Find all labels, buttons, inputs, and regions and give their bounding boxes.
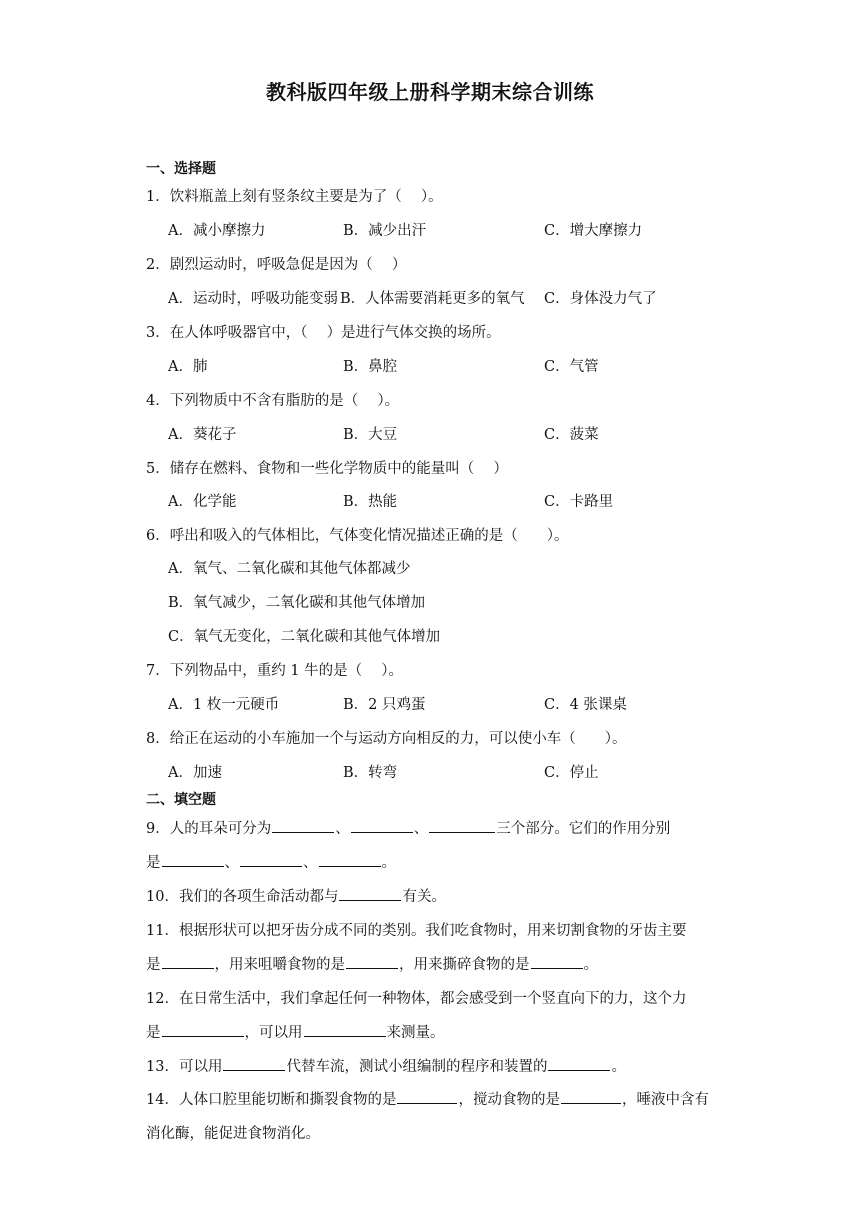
page-title: 教科版四年级上册科学期末综合训练 bbox=[266, 80, 594, 104]
question-14-text-cont: 消化酶，能促进食物消化。 bbox=[146, 1126, 320, 1142]
question-14-text-cont: ，搅动食物的是 bbox=[458, 1092, 560, 1108]
question-10-text-cont: 有关。 bbox=[402, 889, 446, 905]
section-heading-fill: 二、填空题 bbox=[146, 792, 216, 808]
question-5-stem: 5．储存在燃料、食物和一些化学物质中的能量叫（ ） bbox=[146, 461, 508, 477]
question-8-option-c: C．停止 bbox=[544, 765, 599, 781]
answer-blank[interactable] bbox=[272, 818, 334, 833]
period: 。 bbox=[583, 957, 598, 973]
question-7-stem: 7．下列物品中，重约 1 牛的是（ ）。 bbox=[146, 663, 404, 679]
question-6-option-a: A．氧气、二氧化碳和其他气体都减少 bbox=[168, 561, 411, 577]
question-3-stem: 3．在人体呼吸器官中，（ ）是进行气体交换的场所。 bbox=[146, 325, 501, 341]
question-3-option-a: A．肺 bbox=[168, 359, 208, 375]
question-1-stem: 1．饮料瓶盖上刻有竖条纹主要是为了（ ）。 bbox=[146, 189, 443, 205]
question-13-text-cont: 代替车流，测试小组编制的程序和装置的 bbox=[286, 1059, 548, 1075]
question-9-line-1 bbox=[146, 817, 670, 838]
answer-blank[interactable] bbox=[561, 1089, 621, 1104]
question-14-text-cont: ，唾液中含有 bbox=[621, 1092, 709, 1108]
period: 。 bbox=[611, 1059, 626, 1075]
question-10-text: 10．我们的各项生命活动都与 bbox=[146, 889, 339, 905]
question-12-text-cont: 是 bbox=[146, 1025, 161, 1041]
question-2-stem: 2．剧烈运动时，呼吸急促是因为（ ） bbox=[146, 257, 407, 273]
question-4-option-a: A．葵花子 bbox=[168, 427, 237, 443]
question-9-line-2 bbox=[146, 851, 396, 872]
answer-blank[interactable] bbox=[397, 1089, 457, 1104]
question-3-option-c: C．气管 bbox=[544, 359, 599, 375]
question-14-text: 14．人体口腔里能切断和撕裂食物的是 bbox=[146, 1092, 397, 1108]
separator: 、 bbox=[413, 821, 429, 837]
answer-blank[interactable] bbox=[162, 1022, 244, 1037]
question-13-line bbox=[146, 1055, 626, 1076]
answer-blank[interactable] bbox=[531, 954, 583, 969]
question-14-line-1 bbox=[146, 1088, 709, 1109]
question-9-text-cont: 是 bbox=[146, 855, 161, 871]
question-6-option-c: C．氧气无变化，二氧化碳和其他气体增加 bbox=[168, 629, 441, 645]
question-1-option-a: A．减小摩擦力 bbox=[168, 223, 266, 239]
question-4-option-b: B．大豆 bbox=[343, 427, 398, 443]
question-7-option-b: B．2 只鸡蛋 bbox=[343, 697, 426, 713]
answer-blank[interactable] bbox=[162, 954, 214, 969]
period: 。 bbox=[381, 855, 396, 871]
question-2-option-b: B．人体需要消耗更多的氧气 bbox=[340, 291, 525, 307]
question-10-line bbox=[146, 885, 446, 906]
question-7-option-a: A．1 枚一元硬币 bbox=[168, 697, 280, 713]
question-14-line-2 bbox=[146, 1122, 320, 1143]
answer-blank[interactable] bbox=[304, 1022, 386, 1037]
question-12-text: 12．在日常生活中，我们拿起任何一种物体，都会感受到一个竖直向下的力，这个力 bbox=[146, 991, 687, 1007]
question-4-stem: 4．下列物质中不含有脂肪的是（ ）。 bbox=[146, 393, 400, 409]
question-4-option-c: C．菠菜 bbox=[544, 427, 599, 443]
question-8-option-a: A．加速 bbox=[168, 765, 222, 781]
question-11-text-cont: ，用来撕碎食物的是 bbox=[399, 957, 530, 973]
question-8-stem: 8．给正在运动的小车施加一个与运动方向相反的力，可以使小车（ ）。 bbox=[146, 731, 627, 747]
separator: 、 bbox=[335, 821, 350, 837]
question-3-option-b: B．鼻腔 bbox=[343, 359, 398, 375]
answer-blank[interactable] bbox=[429, 818, 495, 833]
answer-blank[interactable] bbox=[319, 852, 381, 867]
question-2-option-a: A．运动时，呼吸功能变弱 bbox=[168, 291, 338, 307]
question-6-option-b: B．氧气减少，二氧化碳和其他气体增加 bbox=[168, 595, 426, 611]
question-5-option-c: C．卡路里 bbox=[544, 494, 614, 510]
question-12-text-cont: ，可以用 bbox=[244, 1025, 303, 1041]
question-13-text: 13．可以用 bbox=[146, 1059, 223, 1075]
separator: 、 bbox=[303, 855, 318, 871]
answer-blank[interactable] bbox=[548, 1056, 610, 1071]
separator: 、 bbox=[224, 855, 239, 871]
question-5-option-b: B．热能 bbox=[343, 494, 398, 510]
answer-blank[interactable] bbox=[339, 886, 401, 901]
question-9-text: 9．人的耳朵可分为 bbox=[146, 821, 272, 837]
answer-blank[interactable] bbox=[346, 954, 398, 969]
answer-blank[interactable] bbox=[223, 1056, 285, 1071]
answer-blank[interactable] bbox=[351, 818, 413, 833]
answer-blank[interactable] bbox=[240, 852, 302, 867]
question-8-option-b: B．转弯 bbox=[343, 765, 398, 781]
question-12-line-1 bbox=[146, 987, 686, 1008]
question-6-stem: 6．呼出和吸入的气体相比，气体变化情况描述正确的是（ ）。 bbox=[146, 528, 569, 544]
question-11-line-2 bbox=[146, 953, 598, 974]
answer-blank[interactable] bbox=[162, 852, 224, 867]
question-12-text-cont: 来测量。 bbox=[386, 1025, 445, 1041]
question-11-text-cont: 是 bbox=[146, 957, 161, 973]
question-5-option-a: A．化学能 bbox=[168, 494, 237, 510]
question-12-line-2 bbox=[146, 1021, 445, 1042]
question-2-option-c: C．身体没力气了 bbox=[544, 291, 657, 307]
question-9-text-cont: 三个部分。它们的作用分别 bbox=[496, 821, 671, 837]
question-11-line-1 bbox=[146, 919, 686, 940]
question-1-option-c: C．增大摩擦力 bbox=[544, 223, 643, 239]
question-1-option-b: B．减少出汗 bbox=[343, 223, 427, 239]
question-7-option-c: C．4 张课桌 bbox=[544, 697, 627, 713]
section-heading-choice: 一、选择题 bbox=[146, 161, 216, 177]
question-11-text: 11．根据形状可以把牙齿分成不同的类别。我们吃食物时，用来切割食物的牙齿主要 bbox=[146, 923, 687, 939]
question-11-text-cont: ，用来咀嚼食物的是 bbox=[214, 957, 345, 973]
